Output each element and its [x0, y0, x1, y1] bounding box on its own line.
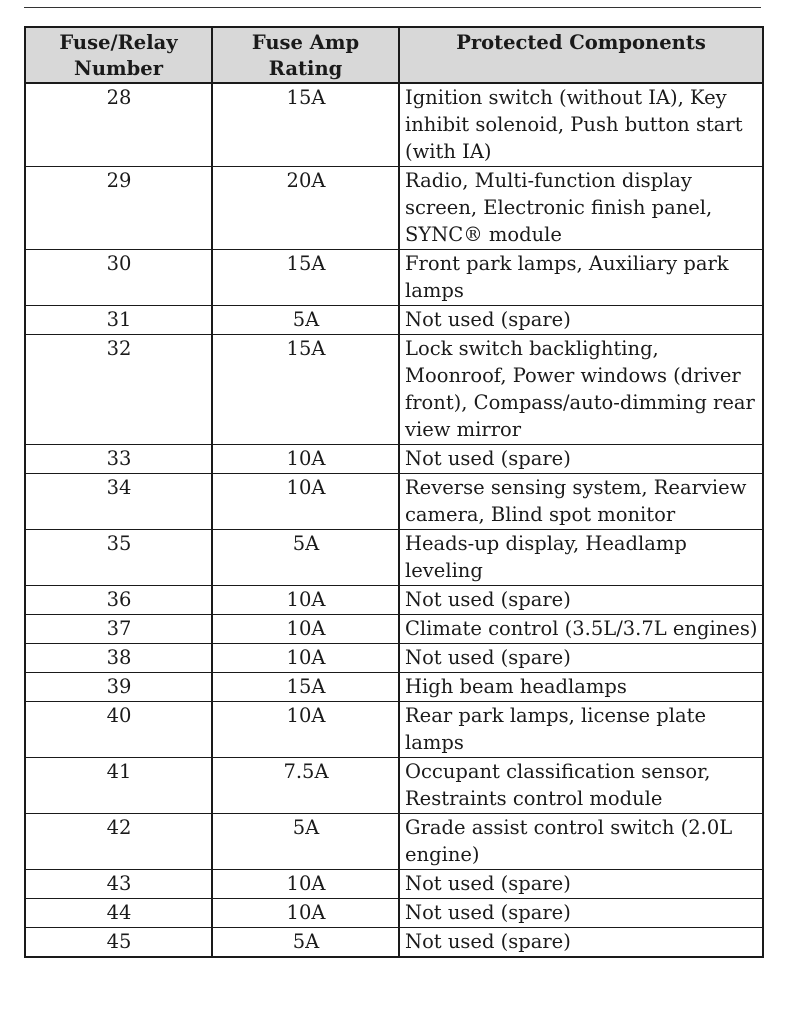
protected-components-cell: Climate control (3.5L/3.7L engines)	[399, 615, 763, 644]
fuse-number-cell: 43	[25, 870, 212, 899]
table-header-row	[25, 27, 763, 83]
protected-components-cell: Not used (spare)	[399, 586, 763, 615]
table-row	[25, 814, 763, 870]
protected-components-cell: Not used (spare)	[399, 870, 763, 899]
fuse-number-cell: 41	[25, 758, 212, 814]
protected-components-cell: Lock switch backlighting, Moonroof, Power windows (driver front), Compass/auto-dimming rear view mirror	[399, 335, 763, 445]
table-row	[25, 530, 763, 586]
table-row	[25, 335, 763, 445]
table-row	[25, 445, 763, 474]
table-row	[25, 673, 763, 702]
fuse-table	[24, 26, 764, 958]
fuse-number-cell: 45	[25, 928, 212, 958]
table-row	[25, 474, 763, 530]
top-rule	[24, 7, 761, 8]
protected-components-cell: Front park lamps, Auxiliary park lamps	[399, 250, 763, 306]
protected-components-cell: Not used (spare)	[399, 899, 763, 928]
amp-rating-cell: 10A	[212, 644, 399, 673]
table-row	[25, 250, 763, 306]
protected-components-cell: High beam headlamps	[399, 673, 763, 702]
header-protected-components: Protected Components	[399, 27, 763, 83]
protected-components-cell: Not used (spare)	[399, 644, 763, 673]
amp-rating-cell: 15A	[212, 673, 399, 702]
protected-components-cell: Rear park lamps, license plate lamps	[399, 702, 763, 758]
fuse-number-cell: 31	[25, 306, 212, 335]
protected-components-cell: Grade assist control switch (2.0L engine)	[399, 814, 763, 870]
amp-rating-cell: 7.5A	[212, 758, 399, 814]
amp-rating-cell: 15A	[212, 83, 399, 167]
amp-rating-cell: 10A	[212, 474, 399, 530]
table-row	[25, 702, 763, 758]
fuse-number-cell: 29	[25, 167, 212, 250]
table-row	[25, 615, 763, 644]
fuse-number-cell: 37	[25, 615, 212, 644]
amp-rating-cell: 5A	[212, 306, 399, 335]
table-body	[25, 83, 763, 957]
protected-components-cell: Not used (spare)	[399, 306, 763, 335]
fuse-number-cell: 40	[25, 702, 212, 758]
amp-rating-cell: 5A	[212, 928, 399, 958]
table-row	[25, 306, 763, 335]
protected-components-cell: Not used (spare)	[399, 928, 763, 958]
fuse-number-cell: 39	[25, 673, 212, 702]
table-row	[25, 928, 763, 958]
amp-rating-cell: 5A	[212, 530, 399, 586]
fuse-number-cell: 30	[25, 250, 212, 306]
table-row	[25, 758, 763, 814]
table-row	[25, 899, 763, 928]
fuse-number-cell: 34	[25, 474, 212, 530]
protected-components-cell: Reverse sensing system, Rearview camera, Blind spot monitor	[399, 474, 763, 530]
table-row	[25, 870, 763, 899]
amp-rating-cell: 5A	[212, 814, 399, 870]
fuse-number-cell: 28	[25, 83, 212, 167]
table-row	[25, 586, 763, 615]
amp-rating-cell: 10A	[212, 615, 399, 644]
amp-rating-cell: 10A	[212, 586, 399, 615]
protected-components-cell: Occupant classification sensor, Restraints control module	[399, 758, 763, 814]
protected-components-cell: Heads-up display, Headlamp leveling	[399, 530, 763, 586]
fuse-number-cell: 38	[25, 644, 212, 673]
protected-components-cell: Not used (spare)	[399, 445, 763, 474]
amp-rating-cell: 10A	[212, 702, 399, 758]
amp-rating-cell: 10A	[212, 870, 399, 899]
fuse-number-cell: 44	[25, 899, 212, 928]
table-row	[25, 644, 763, 673]
amp-rating-cell: 15A	[212, 250, 399, 306]
amp-rating-cell: 10A	[212, 899, 399, 928]
amp-rating-cell: 10A	[212, 445, 399, 474]
fuse-number-cell: 36	[25, 586, 212, 615]
fuse-number-cell: 33	[25, 445, 212, 474]
fuse-number-cell: 32	[25, 335, 212, 445]
amp-rating-cell: 20A	[212, 167, 399, 250]
fuse-number-cell: 42	[25, 814, 212, 870]
protected-components-cell: Radio, Multi-function display screen, Electronic finish panel, SYNC® module	[399, 167, 763, 250]
amp-rating-cell: 15A	[212, 335, 399, 445]
header-fuse-amp-rating: Fuse Amp Rating	[212, 27, 399, 83]
header-fuse-relay-number: Fuse/Relay Number	[25, 27, 212, 83]
table-row	[25, 83, 763, 167]
fuse-number-cell: 35	[25, 530, 212, 586]
table-row	[25, 167, 763, 250]
protected-components-cell: Ignition switch (without IA), Key inhibit solenoid, Push button start (with IA)	[399, 83, 763, 167]
